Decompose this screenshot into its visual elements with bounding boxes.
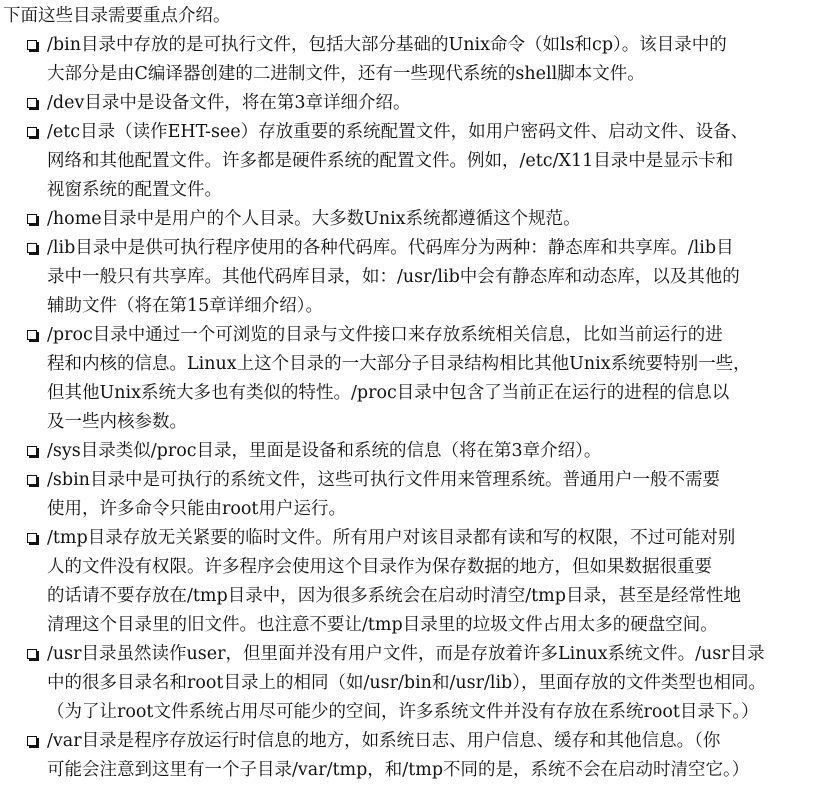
checkbox-bullet-icon: [27, 243, 37, 253]
list-item-text-line: /var目录是程序存放运行时信息的地方，如系统日志、用户信息、缓存和其他信息。（你: [47, 731, 721, 751]
list-item: [3, 118, 819, 205]
checkbox-bullet-icon: [27, 330, 37, 340]
list-item: [3, 234, 819, 321]
list-item-text-line: /sys目录类似/proc目录，里面是设备和系统的信息（将在第3章介绍）。: [47, 441, 602, 461]
intro-text: 下面这些目录需要重点介绍。: [3, 6, 231, 26]
checkbox-bullet-icon: [27, 446, 37, 456]
list-item-text-line: 的话请不要存放在/tmp目录中，因为很多系统会在启动时清空/tmp目录，甚至是经常性地: [47, 586, 741, 606]
checkbox-bullet-icon: [27, 214, 37, 224]
list-item: [3, 524, 819, 640]
checkbox-bullet-icon: [27, 475, 37, 485]
list-item: [3, 640, 819, 727]
list-item-text-line: /tmp目录存放无关紧要的临时文件。所有用户对该目录都有读和写的权限，不过可能对别: [47, 528, 736, 548]
list-item-text-line: 网络和其他配置文件。许多都是硬件系统的配置文件。例如，/etc/X11目录中是显示卡和: [47, 151, 734, 171]
list-item: [3, 466, 819, 524]
list-item-text-line: /sbin目录中是可执行的系统文件，这些可执行文件用来管理系统。普通用户一般不需要: [47, 470, 720, 490]
checkbox-bullet-icon: [27, 98, 37, 108]
list-item: [3, 31, 819, 89]
list-item-text-line: 人的文件没有权限。许多程序会使用这个目录作为保存数据的地方，但如果数据很重要: [47, 557, 712, 577]
list-item-text-line: /home目录中是用户的个人目录。大多数Unix系统都遵循这个规范。: [47, 209, 581, 229]
list-item: [3, 727, 819, 785]
list-item-text-line: /dev目录中是设备文件，将在第3章详细介绍。: [47, 93, 411, 113]
list-item-text-line: 使用，许多命令只能由root用户运行。: [47, 499, 346, 519]
list-item-text-line: 及一些内核参数。: [47, 412, 187, 432]
checkbox-bullet-icon: [27, 127, 37, 137]
list-item: [3, 205, 819, 234]
list-item-text-line: 程和内核的信息。Linux上这个目录的一大部分子目录结构相比其他Unix系统要特别一些，: [47, 354, 751, 374]
list-item: [3, 89, 819, 118]
list-item: [3, 321, 819, 437]
list-item-text-line: 清理这个目录里的旧文件。也注意不要让/tmp目录里的垃圾文件占用太多的硬盘空间。: [47, 615, 718, 635]
list-item: [3, 437, 819, 466]
list-item-text-line: 视窗系统的配置文件。: [47, 180, 222, 200]
list-item-text-line: （为了让root文件系统占用尽可能少的空间，许多系统文件并没有存放在系统root目录下。）: [47, 702, 759, 722]
checkbox-bullet-icon: [27, 533, 37, 543]
list-item-text-line: /lib目录中是供可执行程序使用的各种代码库。代码库分为两种：静态库和共享库。/lib目: [47, 238, 734, 258]
list-item-text-line: /etc目录（读作EHT-see）存放重要的系统配置文件，如用户密码文件、启动文件、设备、: [47, 122, 749, 142]
list-item-text-line: /proc目录中通过一个可浏览的目录与文件接口来存放系统相关信息，比如当前运行的进: [47, 325, 723, 345]
list-item-text-line: 大部分是由C编译器创建的二进制文件，还有一些现代系统的shell脚本文件。: [47, 64, 645, 84]
list-item-text-line: 中的很多目录名和root目录上的相同（如/usr/bin和/usr/lib），里面存放的文件类型也相同。: [47, 673, 767, 693]
list-item-text-line: 录中一般只有共享库。其他代码库目录，如：/usr/lib中会有静态库和动态库，以及其他的: [47, 267, 740, 287]
checkbox-bullet-icon: [27, 736, 37, 746]
list-item-text-line: /bin目录中存放的是可执行文件，包括大部分基础的Unix命令（如ls和cp）。该目录中的: [47, 35, 727, 55]
checkbox-bullet-icon: [27, 40, 37, 50]
list-item-text-line: /usr目录虽然读作user，但里面并没有用户文件，而是存放着许多Linux系统文件。/usr目录: [47, 644, 765, 664]
checkbox-bullet-icon: [27, 649, 37, 659]
directory-list: [3, 31, 819, 785]
list-item-text-line: 但其他Unix系统大多也有类似的特性。/proc目录中包含了当前正在运行的进程的信息以: [47, 383, 730, 403]
list-item-text-line: 辅助文件（将在第15章详细介绍）。: [47, 296, 324, 316]
list-item-text-line: 可能会注意到这里有一个子目录/var/tmp，和/tmp不同的是，系统不会在启动时清空它。）: [47, 760, 750, 780]
